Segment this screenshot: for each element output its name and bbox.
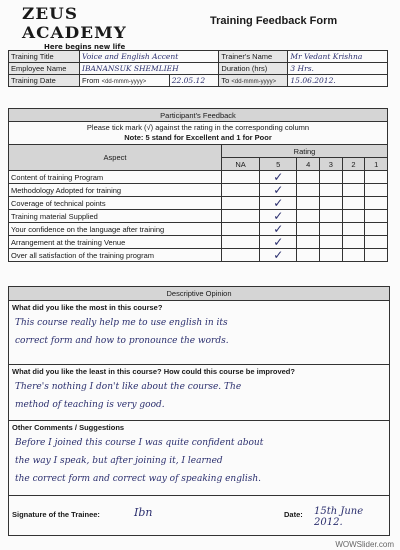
rating-col-4: 4: [297, 158, 320, 171]
answer-comments-line-1: Before I joined this course I was quite confident about: [15, 438, 264, 448]
to-label: To: [221, 76, 230, 85]
aspect-label: Training material Supplied: [9, 210, 222, 223]
date-label: Date:: [284, 510, 303, 519]
rating-cell-1[interactable]: [365, 223, 388, 236]
logo-name: ZEUS ACADEMY: [22, 4, 127, 42]
training-date-label: Training Date: [9, 75, 80, 87]
rating-cell-na[interactable]: [222, 249, 260, 262]
check-mark-icon[interactable]: ✓: [260, 249, 297, 262]
trainer-value: Mr Vedant Krishna: [288, 51, 388, 63]
watermark: WOWSlider.com: [335, 540, 394, 549]
form-title: Training Feedback Form: [210, 15, 338, 27]
question-comments: Other Comments / Suggestions: [12, 423, 125, 432]
feedback-row: [9, 249, 388, 262]
comments-section: [9, 421, 389, 496]
rating-cell-2[interactable]: [342, 210, 365, 223]
answer-least-liked-line-1: There's nothing I don't like about the course. The: [15, 382, 242, 392]
rating-cell-3[interactable]: [319, 210, 342, 223]
rating-cell-3[interactable]: [319, 249, 342, 262]
check-mark-icon[interactable]: ✓: [260, 223, 297, 236]
from-label: From: [82, 76, 100, 85]
check-mark-icon[interactable]: ✓: [260, 197, 297, 210]
rating-cell-1[interactable]: [365, 210, 388, 223]
rating-cell-1[interactable]: [365, 236, 388, 249]
rating-col-na: NA: [222, 158, 260, 171]
employee-label: Employee Name: [9, 63, 80, 75]
rating-cell-3[interactable]: [319, 171, 342, 184]
from-hint: <dd-mmm-yyyy>: [101, 79, 147, 85]
rating-cell-2[interactable]: [342, 236, 365, 249]
rating-cell-4[interactable]: [297, 249, 320, 262]
employee-value: IBANANSUK SHEMLIEH: [80, 63, 219, 75]
rating-cell-4[interactable]: [297, 171, 320, 184]
rating-cell-na[interactable]: [222, 171, 260, 184]
feedback-title: Participant's Feedback: [9, 109, 388, 122]
rating-col-2: 2: [342, 158, 365, 171]
zeus-academy-logo: [22, 4, 167, 51]
rating-col-5: 5: [260, 158, 297, 171]
rating-cell-3[interactable]: [319, 184, 342, 197]
to-date-cell: [219, 75, 288, 87]
duration-label: Duration (hrs): [219, 63, 288, 75]
rating-cell-2[interactable]: [342, 249, 365, 262]
to-hint: <dd-mmm-yyyy>: [231, 79, 277, 85]
feedback-instructions: [9, 122, 388, 145]
training-info-table: [8, 50, 388, 87]
from-date-value: 22.05.12: [169, 75, 219, 87]
rating-cell-4[interactable]: [297, 184, 320, 197]
check-mark-icon[interactable]: ✓: [260, 236, 297, 249]
rating-cell-na[interactable]: [222, 210, 260, 223]
question-least-liked: What did you like the least in this course? How could this course be improved?: [12, 367, 295, 376]
date-value: 15th June 2012.: [314, 506, 364, 528]
most-liked-section: [9, 301, 389, 365]
logo-tagline: Here begins new life: [44, 43, 126, 51]
trainer-label: Trainer's Name: [219, 51, 288, 63]
rating-cell-2[interactable]: [342, 223, 365, 236]
check-mark-icon[interactable]: ✓: [260, 171, 297, 184]
rating-cell-3[interactable]: [319, 197, 342, 210]
feedback-instruction: Please tick mark (√) against the rating in the corresponding column: [86, 123, 310, 132]
answer-comments-line-2: the way I speak, but after joining it, I learned: [15, 456, 223, 466]
rating-col-1: 1: [365, 158, 388, 171]
check-mark-icon[interactable]: ✓: [260, 210, 297, 223]
rating-cell-1[interactable]: [365, 184, 388, 197]
feedback-row: [9, 171, 388, 184]
feedback-row: [9, 184, 388, 197]
rating-cell-4[interactable]: [297, 197, 320, 210]
rating-cell-3[interactable]: [319, 223, 342, 236]
least-liked-section: [9, 365, 389, 421]
rating-cell-4[interactable]: [297, 223, 320, 236]
rating-cell-1[interactable]: [365, 171, 388, 184]
rating-header: Rating: [222, 145, 388, 158]
feedback-row: [9, 210, 388, 223]
descriptive-opinion-section: [8, 286, 390, 536]
signature-row: [9, 496, 389, 536]
rating-cell-2[interactable]: [342, 171, 365, 184]
aspect-label: Coverage of technical points: [9, 197, 222, 210]
signature-label: Signature of the Trainee:: [12, 510, 100, 519]
aspect-label: Arrangement at the training Venue: [9, 236, 222, 249]
feedback-row: [9, 197, 388, 210]
rating-cell-na[interactable]: [222, 184, 260, 197]
rating-cell-2[interactable]: [342, 197, 365, 210]
duration-value: 3 Hrs.: [288, 63, 388, 75]
answer-comments-line-3: the correct form and correct way of speaking english.: [15, 474, 262, 484]
aspect-label: Your confidence on the language after training: [9, 223, 222, 236]
aspect-label: Over all satisfaction of the training program: [9, 249, 222, 262]
from-date-cell: [80, 75, 170, 87]
rating-col-3: 3: [319, 158, 342, 171]
rating-cell-4[interactable]: [297, 236, 320, 249]
rating-cell-1[interactable]: [365, 197, 388, 210]
aspect-label: Methodology Adopted for training: [9, 184, 222, 197]
rating-cell-na[interactable]: [222, 236, 260, 249]
aspect-label: Content of training Program: [9, 171, 222, 184]
signature-value: Ibn: [134, 506, 153, 519]
check-mark-icon[interactable]: ✓: [260, 184, 297, 197]
rating-cell-1[interactable]: [365, 249, 388, 262]
training-title-label: Training Title: [9, 51, 80, 63]
aspect-header: Aspect: [9, 145, 222, 171]
rating-cell-na[interactable]: [222, 197, 260, 210]
answer-least-liked-line-2: method of teaching is very good.: [15, 400, 165, 410]
question-most-liked: What did you like the most in this course?: [12, 303, 163, 312]
rating-cell-4[interactable]: [297, 210, 320, 223]
training-title-value: Voice and English Accent: [80, 51, 219, 63]
rating-cell-2[interactable]: [342, 184, 365, 197]
rating-cell-na[interactable]: [222, 223, 260, 236]
participant-feedback-table: [8, 108, 388, 262]
feedback-row: [9, 223, 388, 236]
descriptive-title: Descriptive Opinion: [9, 287, 389, 301]
answer-most-liked-line-1: This course really help me to use english in its: [15, 318, 228, 328]
answer-most-liked-line-2: correct form and how to pronounce the words.: [15, 336, 229, 346]
to-date-value: 15.06.2012.: [288, 75, 388, 87]
rating-cell-3[interactable]: [319, 236, 342, 249]
feedback-row: [9, 236, 388, 249]
rating-note: Note: 5 stand for Excellent and 1 for Poor: [124, 133, 272, 142]
